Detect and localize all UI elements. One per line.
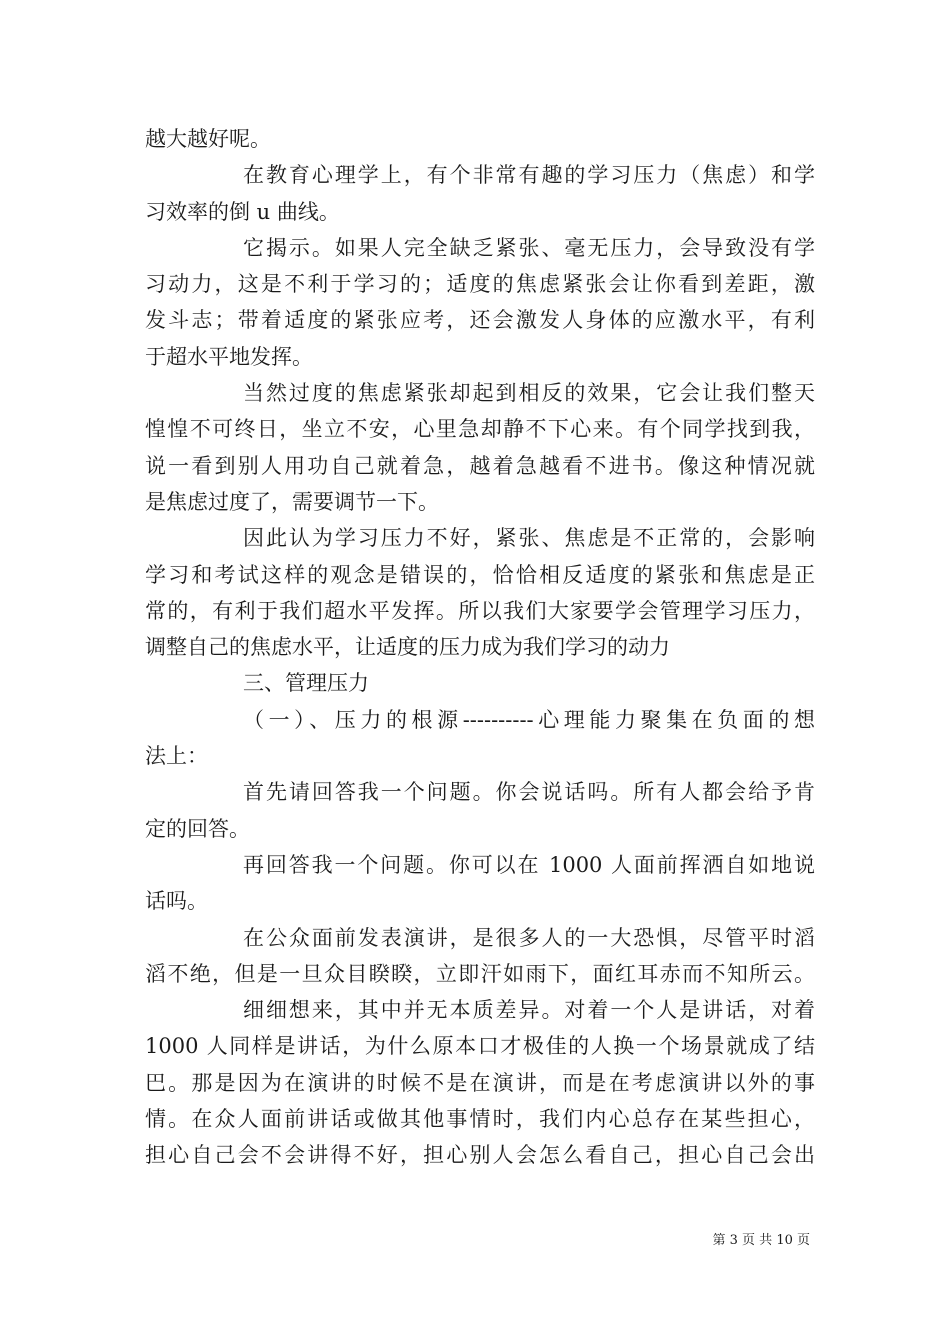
body-line: 学习和考试这样的观念是错误的，恰恰相反适度的紧张和焦虑是正 bbox=[145, 562, 815, 587]
body-line: 是焦虑过度了，需要调节一下。 bbox=[145, 489, 439, 514]
section-heading: 三、管理压力 bbox=[243, 671, 369, 696]
body-line: 情。在众人面前讲话或做其他事情时，我们内心总存在某些担心， bbox=[145, 1107, 815, 1132]
paragraph-start-line: 因此认为学习压力不好，紧张、焦虑是不正常的，会影响 bbox=[243, 526, 815, 551]
body-line: 担心自己会不会讲得不好，担心别人会怎么看自己，担心自己会出 bbox=[145, 1143, 815, 1168]
paragraph-start-line: 当然过度的焦虑紧张却起到相反的效果，它会让我们整天 bbox=[243, 381, 815, 406]
paragraph-start-line: 再回答我一个问题。你可以在 1000 人面前挥洒自如地说 bbox=[243, 852, 815, 877]
body-line: 越大越好呢。 bbox=[145, 127, 271, 151]
body-line: 1000 人同样是讲话，为什么原本口才极佳的人换一个场景就成了结 bbox=[145, 1034, 815, 1059]
paragraph-start-line: 细细想来，其中并无本质差异。对着一个人是讲话，对着 bbox=[243, 998, 815, 1023]
body-line: 习效率的倒 u 曲线。 bbox=[145, 199, 340, 224]
body-line: 巴。那是因为在演讲的时候不是在演讲，而是在考虑演讲以外的事 bbox=[145, 1070, 815, 1095]
paragraph-start-line: 在公众面前发表演讲，是很多人的一大恐惧，尽管平时滔 bbox=[243, 925, 815, 950]
body-line: 调整自己的焦虑水平，让适度的压力成为我们学习的动力 bbox=[145, 635, 670, 660]
body-line: 发斗志；带着适度的紧张应考，还会激发人身体的应激水平，有利 bbox=[145, 308, 815, 333]
body-line: 滔不绝，但是一旦众目睽睽，立即汗如雨下，面红耳赤而不知所云。 bbox=[145, 961, 815, 986]
body-line: 惶惶不可终日，坐立不安，心里急却静不下心来。有个同学找到我， bbox=[145, 417, 815, 442]
document-body bbox=[145, 121, 815, 1174]
body-line: 话吗。 bbox=[145, 889, 208, 914]
body-line: 法上： bbox=[145, 744, 208, 769]
body-line: 习动力，这是不利于学习的；适度的焦虑紧张会让你看到差距，激 bbox=[145, 272, 815, 297]
paragraph-start-line: 它揭示。如果人完全缺乏紧张、毫无压力，会导致没有学 bbox=[243, 235, 815, 260]
page-number: 第 3 页 共 10 页 bbox=[712, 1233, 810, 1248]
body-line: 说一看到别人用功自己就着急，越着急越看不进书。像这种情况就 bbox=[145, 453, 815, 478]
body-line: 常的，有利于我们超水平发挥。所以我们大家要学会管理学习压力， bbox=[145, 598, 815, 623]
paragraph-start-line: 首先请回答我一个问题。你会说话吗。所有人都会给予肯 bbox=[243, 780, 815, 805]
body-line: 定的回答。 bbox=[145, 816, 250, 841]
subsection-heading: （一）、压力的根源----------心理能力聚集在负面的想 bbox=[243, 707, 815, 732]
body-line: 于超水平地发挥。 bbox=[145, 344, 313, 369]
paragraph-start-line: 在教育心理学上，有个非常有趣的学习压力（焦虑）和学 bbox=[243, 163, 815, 188]
